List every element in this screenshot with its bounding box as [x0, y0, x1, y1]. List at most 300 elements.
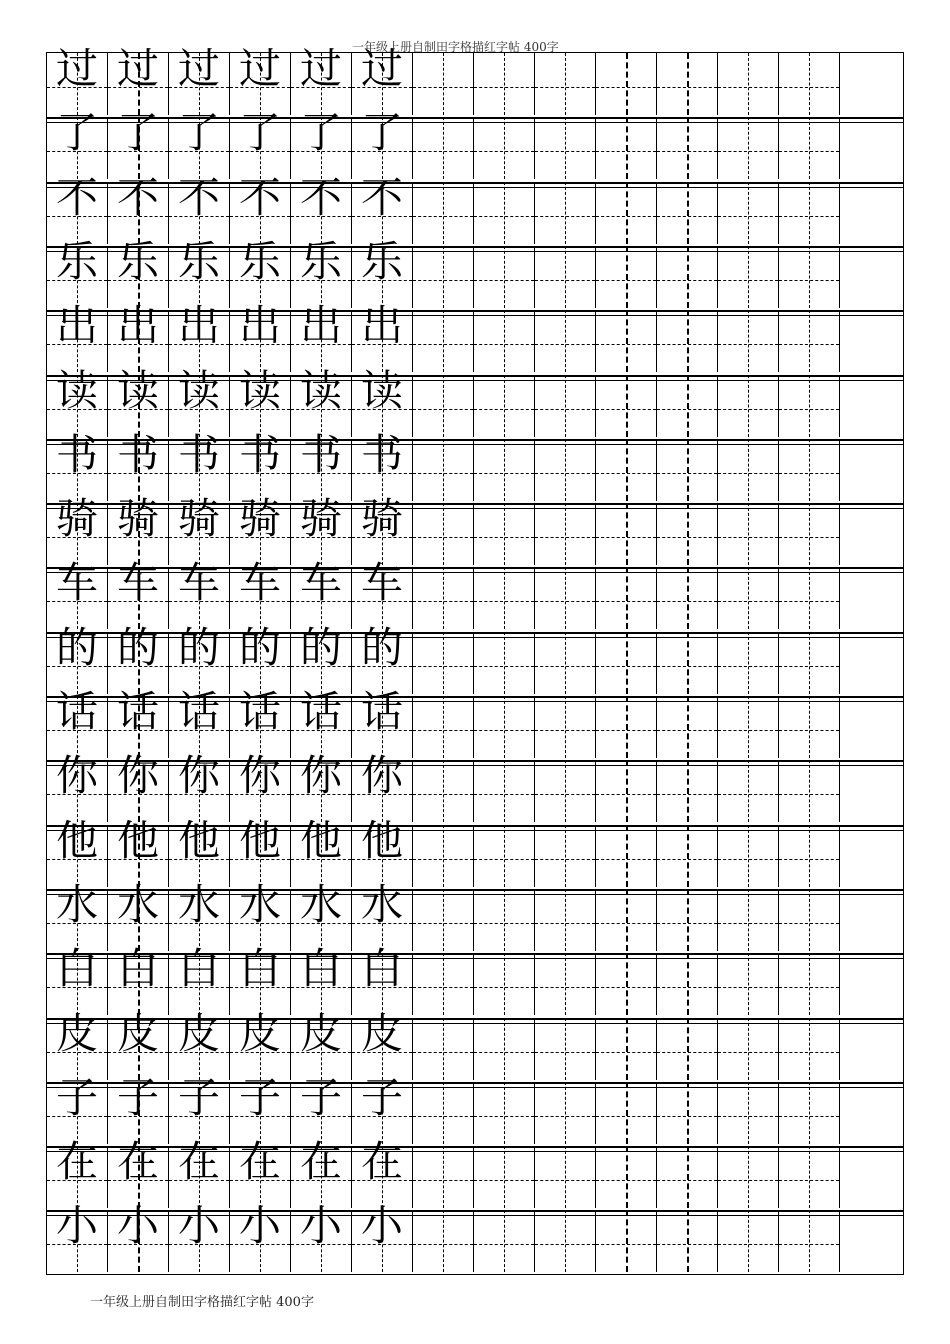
grid-guide-vertical — [687, 632, 689, 694]
grid-cell — [779, 1082, 840, 1144]
grid-guide-vertical — [565, 696, 566, 758]
grid-cell — [840, 246, 903, 308]
grid-cell — [840, 375, 903, 437]
trace-character: 皮 — [116, 1008, 159, 1058]
grid-guide-vertical — [443, 310, 444, 372]
grid-guide-vertical — [809, 117, 810, 179]
grid-cell — [657, 310, 718, 372]
grid-guide-vertical — [626, 375, 628, 437]
grid-guide-vertical — [687, 567, 689, 629]
grid-guide-vertical — [626, 53, 628, 115]
grid-guide-vertical — [748, 310, 749, 372]
grid-cell — [413, 439, 474, 501]
grid-cell — [718, 567, 779, 629]
grid-guide-vertical — [504, 1210, 505, 1272]
grid-cell — [474, 1146, 535, 1208]
grid-guide-vertical — [809, 246, 810, 308]
trace-character: 你 — [360, 751, 403, 801]
grid-guide-vertical — [687, 1082, 689, 1144]
trace-character: 小 — [360, 1201, 403, 1251]
grid-cell — [474, 53, 535, 115]
grid-cell — [779, 825, 840, 887]
grid-guide-vertical — [809, 889, 810, 951]
grid-cell — [718, 1210, 779, 1272]
grid-guide-vertical — [565, 246, 566, 308]
trace-character: 读 — [360, 365, 403, 415]
grid-cell — [596, 439, 657, 501]
grid-cell — [779, 760, 840, 822]
grid-guide-vertical — [504, 567, 505, 629]
grid-cell — [779, 375, 840, 437]
grid-cell — [596, 696, 657, 758]
grid-cell — [474, 503, 535, 565]
grid-guide-vertical — [687, 375, 689, 437]
trace-character: 过 — [360, 44, 403, 93]
grid-guide-vertical — [565, 1210, 566, 1272]
grid-cell — [657, 889, 718, 951]
grid-cell — [596, 246, 657, 308]
grid-cell — [474, 1210, 535, 1272]
grid-cell — [657, 825, 718, 887]
grid-guide-vertical — [565, 439, 566, 501]
grid-guide-vertical — [565, 117, 566, 179]
grid-guide-vertical — [809, 375, 810, 437]
grid-cell — [840, 439, 903, 501]
grid-guide-vertical — [504, 1146, 505, 1208]
grid-guide-vertical — [626, 1210, 628, 1272]
grid-cell — [657, 503, 718, 565]
grid-cell — [718, 1146, 779, 1208]
grid-guide-vertical — [748, 889, 749, 951]
grid-cell — [718, 375, 779, 437]
trace-character: 话 — [360, 687, 403, 736]
trace-character: 书 — [116, 429, 159, 479]
grid-cell — [474, 246, 535, 308]
trace-character: 读 — [177, 365, 220, 415]
trace-character: 了 — [177, 108, 220, 158]
trace-character: 小 — [177, 1201, 220, 1251]
grid-guide-vertical — [443, 696, 444, 758]
grid-guide-vertical — [443, 760, 444, 822]
trace-character: 出 — [360, 301, 403, 351]
grid-cell — [169, 1201, 230, 1272]
grid-guide-vertical — [748, 567, 749, 629]
grid-cell — [474, 953, 535, 1015]
grid-cell — [352, 1201, 413, 1272]
trace-character: 他 — [177, 815, 220, 865]
grid-cell — [535, 825, 596, 887]
grid-cell — [474, 375, 535, 437]
trace-character: 乐 — [116, 236, 159, 286]
grid-guide-vertical — [504, 182, 505, 244]
grid-guide-vertical — [443, 503, 444, 565]
grid-cell — [413, 760, 474, 822]
grid-cell — [596, 310, 657, 372]
trace-character: 出 — [55, 301, 98, 351]
trace-character: 书 — [238, 429, 281, 479]
grid-cell — [474, 310, 535, 372]
grid-guide-vertical — [687, 760, 689, 822]
grid-cell — [840, 310, 903, 372]
grid-guide-vertical — [687, 1018, 689, 1080]
trace-character: 过 — [299, 44, 342, 93]
grid-cell — [413, 889, 474, 951]
trace-character: 过 — [177, 44, 220, 93]
grid-cell — [535, 953, 596, 1015]
grid-cell — [413, 182, 474, 244]
trace-character: 小 — [238, 1201, 281, 1251]
trace-character: 读 — [238, 365, 281, 415]
grid-guide-vertical — [443, 182, 444, 244]
grid-cell — [840, 117, 903, 179]
grid-guide-vertical — [809, 953, 810, 1015]
trace-character: 话 — [55, 687, 98, 736]
trace-character: 骑 — [177, 494, 220, 544]
trace-character: 你 — [55, 751, 98, 801]
grid-guide-vertical — [809, 1146, 810, 1208]
grid-guide-vertical — [809, 632, 810, 694]
trace-character: 小 — [116, 1201, 159, 1251]
trace-character: 不 — [116, 172, 159, 222]
grid-guide-vertical — [443, 1210, 444, 1272]
grid-cell — [779, 310, 840, 372]
grid-cell — [474, 439, 535, 501]
grid-cell — [657, 760, 718, 822]
grid-guide-vertical — [565, 825, 566, 887]
grid-guide-vertical — [504, 1018, 505, 1080]
grid-cell — [779, 1018, 840, 1080]
trace-character: 车 — [177, 558, 220, 608]
grid-cell — [535, 696, 596, 758]
grid-guide-vertical — [809, 503, 810, 565]
grid-cell — [230, 1201, 291, 1272]
grid-cell — [474, 117, 535, 179]
grid-cell — [718, 117, 779, 179]
grid-cell — [779, 439, 840, 501]
trace-character: 了 — [360, 108, 403, 158]
grid-guide-vertical — [748, 503, 749, 565]
grid-cell — [535, 1146, 596, 1208]
page-footer-title: 一年级上册自制田字格描红字帖 400字 — [90, 1295, 314, 1310]
grid-cell — [779, 246, 840, 308]
grid-guide-vertical — [626, 503, 628, 565]
grid-cell — [413, 632, 474, 694]
grid-cell — [474, 632, 535, 694]
trace-character: 皮 — [360, 1008, 403, 1058]
grid-cell — [413, 696, 474, 758]
grid-cell — [657, 375, 718, 437]
grid-cell — [718, 1018, 779, 1080]
grid-guide-vertical — [443, 1146, 444, 1208]
grid-guide-vertical — [687, 310, 689, 372]
practice-row — [47, 1201, 903, 1272]
grid-cell — [596, 375, 657, 437]
grid-cell — [535, 117, 596, 179]
trace-character: 小 — [55, 1201, 98, 1251]
grid-guide-vertical — [565, 953, 566, 1015]
grid-guide-vertical — [687, 182, 689, 244]
grid-cell — [718, 246, 779, 308]
trace-character: 车 — [238, 558, 281, 608]
grid-guide-vertical — [504, 503, 505, 565]
grid-cell — [657, 117, 718, 179]
grid-cell — [657, 439, 718, 501]
grid-guide-vertical — [626, 1146, 628, 1208]
grid-cell — [474, 889, 535, 951]
grid-cell — [535, 503, 596, 565]
grid-cell — [718, 1082, 779, 1144]
grid-guide-vertical — [687, 825, 689, 887]
trace-character: 了 — [299, 108, 342, 158]
trace-character: 的 — [177, 622, 220, 672]
grid-guide-vertical — [626, 760, 628, 822]
trace-character: 乐 — [360, 236, 403, 286]
grid-cell — [413, 1146, 474, 1208]
grid-guide-vertical — [809, 825, 810, 887]
trace-character: 水 — [116, 879, 159, 929]
trace-character: 骑 — [55, 494, 98, 544]
grid-guide-vertical — [687, 889, 689, 951]
trace-character: 子 — [238, 1072, 281, 1122]
grid-cell — [291, 1201, 352, 1272]
trace-character: 水 — [360, 879, 403, 929]
grid-guide-vertical — [565, 503, 566, 565]
grid-cell — [718, 889, 779, 951]
grid-guide-vertical — [626, 825, 628, 887]
grid-guide-vertical — [443, 117, 444, 179]
grid-guide-vertical — [809, 696, 810, 758]
trace-character: 出 — [177, 301, 220, 351]
grid-guide-vertical — [443, 567, 444, 629]
grid-cell — [413, 310, 474, 372]
grid-cell — [596, 1018, 657, 1080]
grid-cell — [779, 117, 840, 179]
trace-character: 乐 — [55, 236, 98, 286]
grid-guide-vertical — [443, 632, 444, 694]
trace-character: 话 — [177, 687, 220, 736]
grid-guide-vertical — [748, 1082, 749, 1144]
grid-cell — [596, 182, 657, 244]
grid-guide-vertical — [504, 632, 505, 694]
grid-guide-vertical — [565, 889, 566, 951]
trace-character: 话 — [299, 687, 342, 736]
grid-cell — [840, 503, 903, 565]
grid-guide-vertical — [626, 1082, 628, 1144]
grid-cell — [657, 246, 718, 308]
grid-cell — [657, 182, 718, 244]
grid-guide-vertical — [565, 760, 566, 822]
trace-character: 不 — [299, 172, 342, 222]
grid-cell — [535, 375, 596, 437]
grid-cell — [413, 117, 474, 179]
grid-guide-vertical — [809, 310, 810, 372]
grid-cell — [413, 953, 474, 1015]
grid-guide-vertical — [748, 1210, 749, 1272]
grid-guide-vertical — [809, 182, 810, 244]
trace-character: 在 — [360, 1137, 403, 1187]
trace-character: 你 — [238, 751, 281, 801]
grid-cell — [535, 439, 596, 501]
grid-guide-vertical — [626, 567, 628, 629]
trace-character: 你 — [116, 751, 159, 801]
grid-cell — [779, 182, 840, 244]
grid-guide-vertical — [504, 117, 505, 179]
trace-character: 车 — [360, 558, 403, 608]
grid-cell — [596, 1210, 657, 1272]
trace-character: 他 — [238, 815, 281, 865]
grid-cell — [840, 632, 903, 694]
grid-guide-vertical — [809, 1082, 810, 1144]
grid-cell — [840, 696, 903, 758]
trace-character: 皮 — [177, 1008, 220, 1058]
trace-character: 骑 — [238, 494, 281, 544]
trace-character: 书 — [360, 429, 403, 479]
grid-cell — [657, 696, 718, 758]
grid-guide-vertical — [565, 1082, 566, 1144]
grid-cell — [535, 632, 596, 694]
trace-character: 白 — [55, 944, 98, 994]
grid-cell — [535, 889, 596, 951]
grid-cell — [596, 53, 657, 115]
grid-cell — [840, 825, 903, 887]
trace-character: 水 — [299, 879, 342, 929]
trace-character: 白 — [116, 944, 159, 994]
grid-cell — [779, 889, 840, 951]
grid-cell — [840, 182, 903, 244]
grid-cell — [535, 760, 596, 822]
grid-guide-vertical — [748, 439, 749, 501]
trace-character: 骑 — [360, 494, 403, 544]
trace-character: 他 — [299, 815, 342, 865]
trace-character: 过 — [238, 44, 281, 93]
grid-cell — [47, 1201, 108, 1272]
grid-cell — [840, 1082, 903, 1144]
grid-cell — [535, 1210, 596, 1272]
trace-character: 他 — [360, 815, 403, 865]
grid-cell — [718, 632, 779, 694]
grid-cell — [474, 825, 535, 887]
grid-guide-vertical — [504, 1082, 505, 1144]
grid-cell — [474, 696, 535, 758]
grid-guide-vertical — [504, 310, 505, 372]
trace-character: 的 — [360, 622, 403, 672]
trace-character: 在 — [55, 1137, 98, 1187]
grid-guide-vertical — [809, 1210, 810, 1272]
grid-cell — [596, 632, 657, 694]
grid-guide-vertical — [443, 375, 444, 437]
grid-guide-vertical — [748, 953, 749, 1015]
trace-character: 读 — [55, 365, 98, 415]
grid-guide-vertical — [565, 632, 566, 694]
grid-cell — [596, 953, 657, 1015]
grid-guide-vertical — [687, 503, 689, 565]
trace-character: 皮 — [55, 1008, 98, 1058]
grid-cell — [840, 567, 903, 629]
trace-character: 过 — [116, 44, 159, 93]
grid-guide-vertical — [565, 1018, 566, 1080]
trace-character: 水 — [238, 879, 281, 929]
grid-guide-vertical — [565, 1146, 566, 1208]
grid-cell — [840, 1146, 903, 1208]
grid-guide-vertical — [504, 246, 505, 308]
grid-cell — [840, 760, 903, 822]
trace-character: 白 — [360, 944, 403, 994]
grid-guide-vertical — [748, 760, 749, 822]
trace-character: 的 — [116, 622, 159, 672]
grid-cell — [474, 567, 535, 629]
trace-character: 子 — [55, 1072, 98, 1122]
trace-character: 了 — [238, 108, 281, 158]
grid-cell — [718, 760, 779, 822]
grid-guide-vertical — [443, 1082, 444, 1144]
grid-cell — [474, 760, 535, 822]
grid-guide-vertical — [687, 117, 689, 179]
trace-character: 乐 — [299, 236, 342, 286]
grid-guide-vertical — [626, 632, 628, 694]
grid-guide-vertical — [748, 696, 749, 758]
grid-guide-vertical — [687, 1146, 689, 1208]
grid-cell — [718, 53, 779, 115]
grid-guide-vertical — [687, 696, 689, 758]
grid-guide-vertical — [626, 696, 628, 758]
grid-cell — [718, 182, 779, 244]
trace-character: 出 — [299, 301, 342, 351]
trace-character: 子 — [360, 1072, 403, 1122]
grid-guide-vertical — [748, 53, 749, 115]
grid-cell — [718, 696, 779, 758]
grid-guide-vertical — [443, 53, 444, 115]
grid-guide-vertical — [565, 375, 566, 437]
grid-cell — [474, 1018, 535, 1080]
grid-cell — [718, 953, 779, 1015]
grid-guide-vertical — [565, 182, 566, 244]
trace-character: 在 — [299, 1137, 342, 1187]
grid-cell — [657, 1210, 718, 1272]
trace-character: 子 — [299, 1072, 342, 1122]
grid-cell — [596, 825, 657, 887]
grid-cell — [413, 1082, 474, 1144]
grid-guide-vertical — [748, 117, 749, 179]
grid-guide-vertical — [687, 53, 689, 115]
grid-cell — [718, 310, 779, 372]
grid-guide-vertical — [626, 953, 628, 1015]
page-header-title: 一年级上册自制田字格描红字帖 400字 — [352, 40, 559, 54]
grid-guide-vertical — [626, 439, 628, 501]
grid-cell — [657, 567, 718, 629]
trace-character: 子 — [177, 1072, 220, 1122]
grid-guide-vertical — [809, 439, 810, 501]
grid-cell — [413, 503, 474, 565]
grid-cell — [779, 53, 840, 115]
grid-cell — [657, 1082, 718, 1144]
grid-guide-vertical — [809, 1018, 810, 1080]
trace-character: 在 — [238, 1137, 281, 1187]
grid-cell — [840, 953, 903, 1015]
grid-guide-vertical — [626, 182, 628, 244]
grid-guide-vertical — [504, 889, 505, 951]
trace-character: 了 — [55, 108, 98, 158]
grid-guide-vertical — [565, 53, 566, 115]
grid-guide-vertical — [748, 182, 749, 244]
trace-character: 白 — [238, 944, 281, 994]
grid-cell — [840, 1210, 903, 1272]
trace-character: 了 — [116, 108, 159, 158]
trace-character: 白 — [177, 944, 220, 994]
grid-cell — [840, 1018, 903, 1080]
grid-guide-vertical — [565, 567, 566, 629]
trace-character: 你 — [299, 751, 342, 801]
grid-guide-vertical — [809, 567, 810, 629]
